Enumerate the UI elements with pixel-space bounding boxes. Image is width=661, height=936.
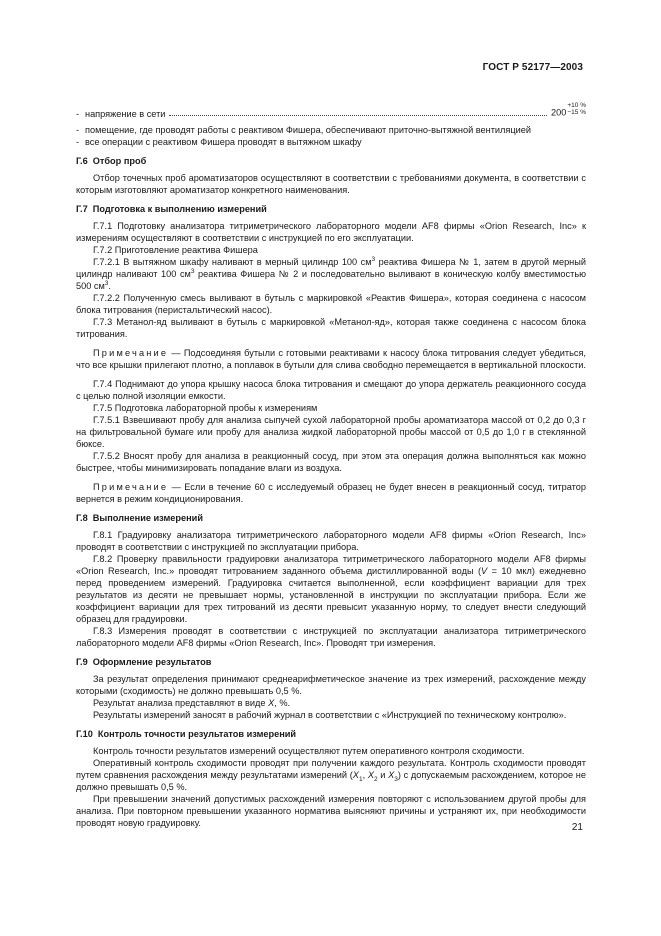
section-title: Выполнение измерений [92, 513, 203, 523]
subscript: 3 [394, 775, 398, 783]
g7-5-1-paragraph: Г.7.5.1 Взвешивают пробу для анализа сыпучей сухой лабораторной пробы ароматизатора массой от 0,2 до 0,3 г на фильтровальной бумаге или пробу для анализа жидкой лабораторной пробы массой от 0,5 до 1,0 г в стеклянной бюксе. [76, 415, 586, 449]
separator: , [362, 770, 368, 780]
section-g6-heading [76, 155, 586, 167]
condition-ventilation: - помещение, где проводят работы с реактивом Фишера, обеспечивают приточно-вытяжной вентиляцией [76, 124, 586, 136]
superscript: 3 [104, 279, 109, 287]
section-title: Подготовка к выполнению измерений [92, 204, 267, 214]
subscript: 1 [358, 775, 363, 783]
g7-2-1-paragraph [76, 256, 586, 292]
x-symbol: X [352, 770, 359, 780]
standard-header: ГОСТ Р 52177—2003 [482, 62, 583, 73]
section-g9-heading [76, 656, 586, 668]
document-body [76, 94, 586, 829]
text: Г.7.2.1 В вытяжном шкафу наливают в мерный цилиндр 100 см [93, 257, 372, 267]
g7-5-2-paragraph: Г.7.5.2 Вносят пробу для анализа в реакционный сосуд, при этом эта операция должна выполняться как можно быстрее, чтобы минимизировать попадание влаги из воздуха. [76, 451, 586, 473]
note-label: Примечание [93, 348, 169, 358]
tol-minus: −15 % [567, 109, 586, 116]
superscript: 3 [371, 255, 376, 263]
g7-5-paragraph: Г.7.5 Подготовка лабораторной пробы к измерениям [93, 403, 318, 413]
volume-symbol: V [481, 566, 488, 576]
section-title: Контроль точности результатов измерений [97, 729, 297, 739]
note-text: — Подсоединяя бутыли с готовыми реактивами к насосу блока титрования следует убедиться, что все крышки прилегают плотно, а поплавок в бутыли для слива свободно перемещается в вертикальной плоскости. [76, 348, 586, 370]
g10-paragraph-2 [76, 757, 586, 793]
page-number: 21 [571, 822, 583, 833]
g7-1-paragraph: Г.7.1 Подготовку анализатора титриметрического лабораторного модели AF8 фирмы «Orion Research, Inc» к измерениям осуществляют в соответствии с инструкцией по его эксплуатации. [76, 221, 586, 243]
result-symbol: X [268, 698, 275, 708]
g8-1-paragraph: Г.8.1 Градуировку анализатора титриметрического лабораторного модели AF8 фирмы «Orion Research, Inc» проводят в соответствии с инструкцией по эксплуатации прибора. [76, 530, 586, 552]
g8-3-paragraph: Г.8.3 Измерения проводят в соответствии с инструкцией по эксплуатации анализатора титриметрического лабораторного модели AF8 фирмы «Orion Research, Inc». Проводят три измерения. [76, 626, 586, 648]
subscript: 2 [373, 775, 378, 783]
g8-2-paragraph [76, 553, 586, 625]
text: реактива Фишера № 2 и последовательно выливают в коническую колбу вместимостью 500 см [76, 269, 587, 291]
section-g8-heading [76, 512, 586, 524]
section-g10-heading [76, 728, 586, 740]
section-number: Г.7 [76, 204, 88, 214]
g10-paragraph-1: Контроль точности результатов измерений осуществляют путем оперативного контроля сходимости. [93, 746, 525, 756]
g6-paragraph: Отбор точечных проб ароматизаторов осуществляют в соответствии с требованиями документа, в соответствии с которым изготовляют ароматизатор конкретного наименования. [76, 173, 586, 195]
section-number: Г.8 [76, 513, 88, 523]
section-number: Г.6 [76, 156, 88, 166]
text: Оперативный контроль сходимости проводят при получении каждого результата. Контроль сходимости проводят путем сравнения расхождения между результатами измерений ( [76, 758, 586, 780]
g10-paragraph-3: При превышении значений допустимых расхождений измерения повторяют с использованием другой пробы для анализа. При повторном превышении указанного норматива выясняют причины и устраняют их, при необходимости проводят новую градуировку. [76, 794, 586, 828]
tol-plus: +10 % [567, 102, 586, 109]
voltage-tolerance [567, 102, 586, 116]
g9-paragraph-2 [76, 697, 586, 709]
section-title: Отбор проб [92, 156, 147, 166]
g9-paragraph-1: За результат определения принимают среднеарифметическое значение из трех измерений, расхождение между которыми (сходимость) не должно превышать 0,5 %. [76, 674, 586, 696]
x-symbol: X [388, 770, 395, 780]
section-g7-heading [76, 203, 586, 215]
section-number: Г.10 [76, 729, 93, 739]
voltage-label: - напряжение в сети [85, 109, 166, 119]
text: ) с допускаемым расхождением, которое не должно превышать 0,5 %. [76, 770, 586, 792]
condition-fume-hood: - все операции с реактивом Фишера проводят в вытяжном шкафу [76, 136, 586, 148]
text: = 10 мкл) ежедневно перед проведением измерений. Градуировка считается выполненной, если коэффициент вариации для трех результатов из десяти не превышает нормы, установленной в инструкции по эксплуатации прибора. Если же коэффициент вариации для трех титрований из десяти превысит указанную норму, то следует внести следующий образец для градуировки. [76, 566, 586, 624]
separator: и [377, 770, 389, 780]
g7-3-paragraph: Г.7.3 Метанол-яд выливают в бутыль с маркировкой «Метанол-яд», которая также соединена с насосом блока титрования. [76, 317, 586, 339]
voltage-number: 200 [551, 107, 567, 118]
condition-voltage [76, 94, 586, 120]
g7-note-1 [76, 347, 586, 371]
note-text: — Если в течение 60 с исследуемый образец не будет внесен в реакционный сосуд, титратор вернется в режим кондиционирования. [76, 482, 586, 504]
section-number: Г.9 [76, 657, 88, 667]
note-label: Примечание [93, 482, 169, 492]
g7-note-2 [76, 481, 586, 505]
text: реактива Фишера № 1, затем в другой мерный цилиндр наливают 100 см [76, 257, 586, 279]
g9-paragraph-3: Результаты измерений заносят в рабочий журнал в соответствии с «Инструкцией по техническому контролю». [93, 710, 567, 720]
superscript: 3 [190, 267, 195, 275]
g7-2-2-paragraph: Г.7.2.2 Полученную смесь выливают в бутыль с маркировкой «Реактив Фишера», которая соединена с насосом блока титрования (перистальтический насос). [76, 293, 586, 315]
text: , %. [274, 698, 291, 708]
text: Г.8.2 Проверку правильности градуировки анализатора титриметрического лабораторного модели AF8 фирмы «Orion Research, Inc.» проводят титрованием заданного объема дистиллированной воды ( [76, 554, 586, 576]
text: Результат анализа представляют в виде [93, 698, 269, 708]
leader-dots [169, 114, 547, 116]
text: . [108, 281, 111, 291]
g7-4-paragraph: Г.7.4 Поднимают до упора крышку насоса блока титрования и смещают до упора держатель реакционного сосуда с целью полной изоляции емкости. [76, 379, 586, 401]
voltage-value [551, 102, 586, 120]
section-title: Оформление результатов [92, 657, 212, 667]
g7-2-paragraph: Г.7.2 Приготовление реактива Фишера [93, 245, 258, 255]
x-symbol: X [367, 770, 374, 780]
